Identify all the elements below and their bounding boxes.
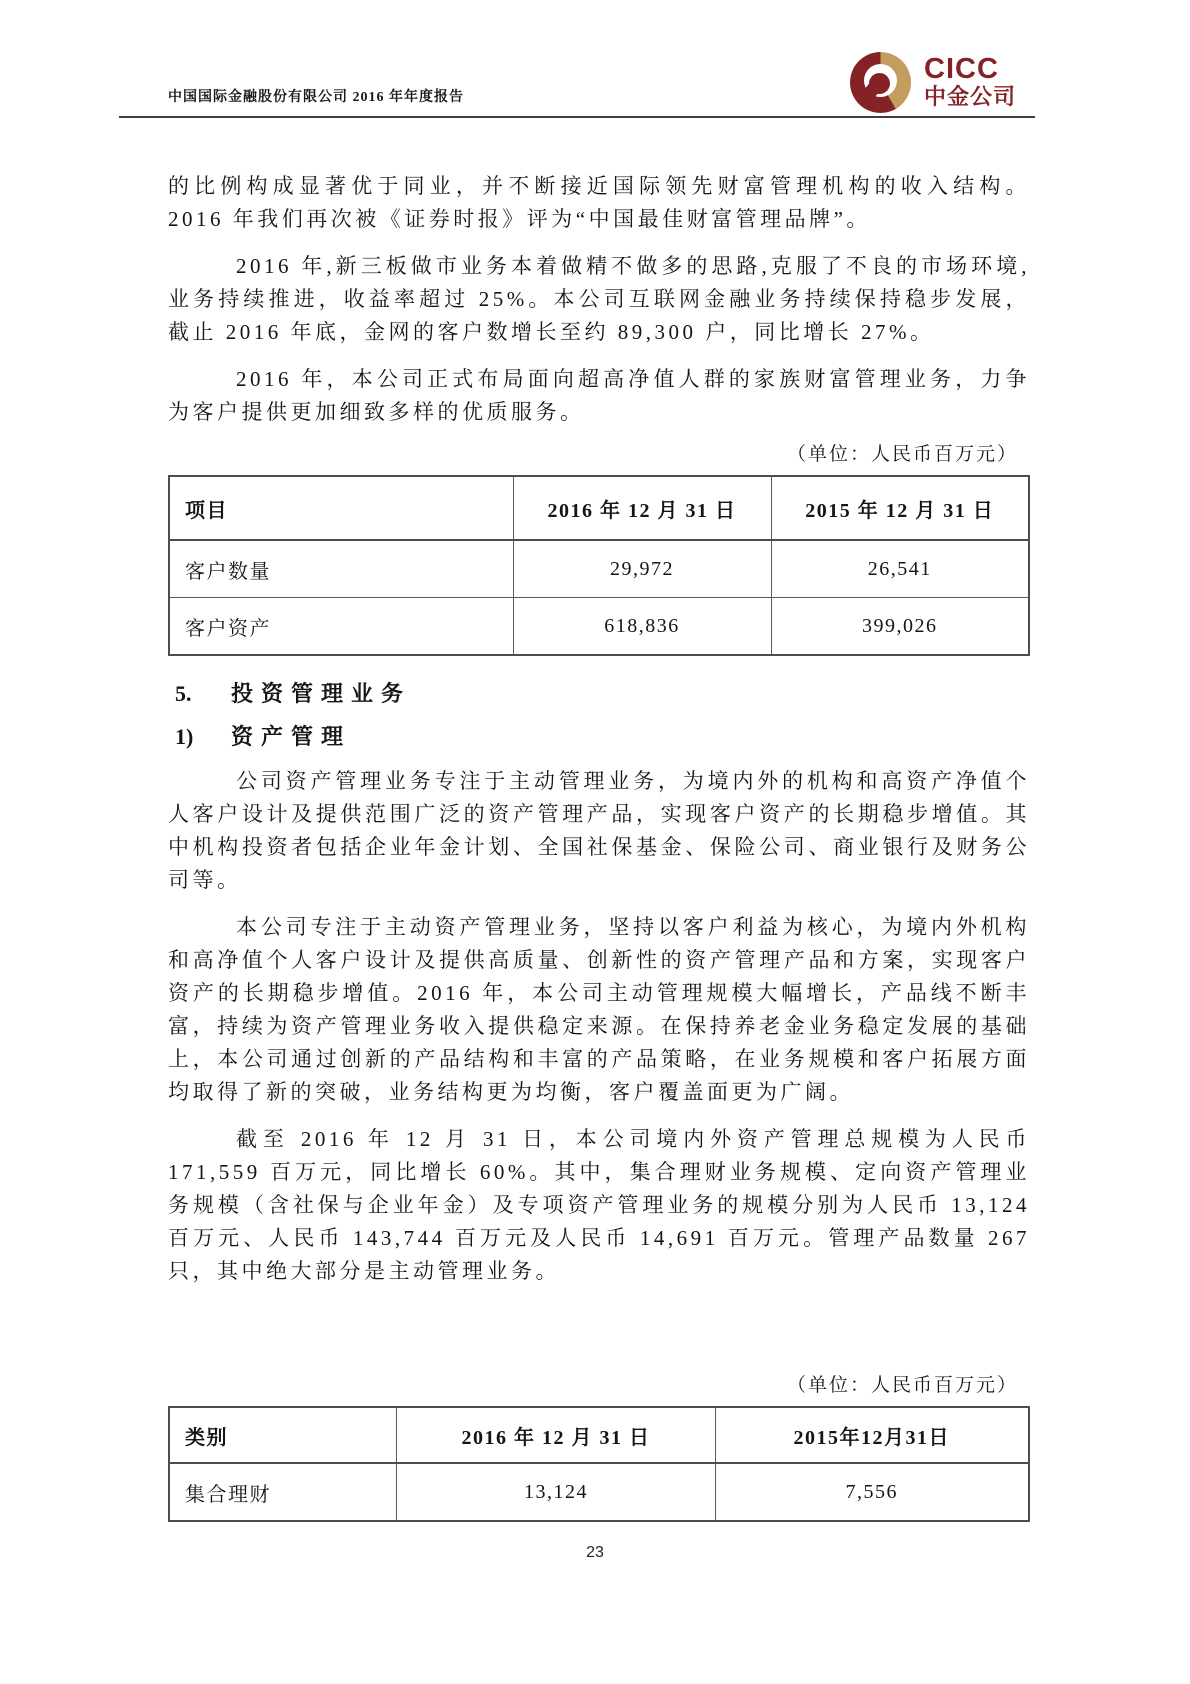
cicc-logo-icon	[850, 52, 911, 113]
logo-text-cn: 中金公司	[924, 84, 1017, 110]
table-cell: 618,836	[513, 598, 771, 656]
logo-text-en: CICC	[924, 53, 999, 86]
paragraph-neeq-market-making: 2016 年,新三板做市业务本着做精不做多的思路,克服了不良的市场环境,业务持续推进，收益率超过 25%。本公司互联网金融业务持续保持稳步发展，截止 2016 年底，金网的客户数增长至约 89,300 户，同比增长 27%。	[168, 254, 1030, 344]
table-cell: 13,124	[397, 1463, 715, 1521]
table-cell: 399,026	[771, 598, 1029, 656]
table-cell: 7,556	[715, 1463, 1029, 1521]
section-heading-investment-management	[168, 680, 1030, 708]
asset-category-table	[168, 1406, 1030, 1522]
table-header-row	[169, 1407, 1029, 1463]
table-header-cell: 项目	[169, 476, 513, 540]
client-stats-table	[168, 475, 1030, 656]
cicc-logo	[850, 52, 1016, 113]
paragraph-wealth-structure: 的比例构成显著优于同业，并不断接近国际领先财富管理机构的收入结构。2016 年我们再次被《证券时报》评为“中国最佳财富管理品牌”。	[168, 174, 1030, 231]
table-header-cell: 2015 年 12 月 31 日	[771, 476, 1029, 540]
table-row	[169, 540, 1029, 598]
subsection-title: 资产管理	[231, 724, 352, 749]
table-cell: 客户资产	[169, 598, 513, 656]
paragraph-active-management: 本公司专注于主动资产管理业务，坚持以客户利益为核心，为境内外机构和高净值个人客户设计及提供高质量、创新性的资产管理产品和方案，实现客户资产的长期稳步增值。2016 年，本公司主动管理规模大幅增长，产品线不断丰富，持续为资产管理业务收入提供稳定来源。在保持养老金业务稳定发展的基础上，本公司通过创新的产品结构和丰富的产品策略，在业务规模和客户拓展方面均取得了新的突破，业务结构更为均衡，客户覆盖面更为广阔。	[168, 915, 1030, 1104]
table-header-row	[169, 476, 1029, 540]
paragraph-asset-management-overview: 公司资产管理业务专注于主动管理业务，为境内外的机构和高资产净值个人客户设计及提供范围广泛的资产管理产品，实现客户资产的长期稳步增值。其中机构投资者包括企业年金计划、全国社保基金、保险公司、商业银行及财务公司等。	[168, 769, 1030, 892]
subsection-number: 1)	[175, 724, 194, 749]
table-header-cell: 2016 年 12 月 31 日	[397, 1407, 715, 1463]
table-cell: 29,972	[513, 540, 771, 598]
table-header-cell: 2015年12月31日	[715, 1407, 1029, 1463]
paragraph-aum-figures: 截至 2016 年 12 月 31 日，本公司境内外资产管理总规模为人民币 171,559 百万元，同比增长 60%。其中，集合理财业务规模、定向资产管理业务规模（含社保与企业年金）及专项资产管理业务的规模分别为人民币 13,124 百万元、人民币 143,744 百万元及人民币 14,691 百万元。管理产品数量 267 只，其中绝大部分是主动管理业务。	[168, 1127, 1030, 1283]
logo-text	[924, 55, 1016, 109]
table-cell: 客户数量	[169, 540, 513, 598]
unit-note-table1: （单位：人民币百万元）	[786, 444, 1018, 465]
report-header-title: 中国国际金融股份有限公司 2016 年年度报告	[168, 90, 464, 105]
table-cell: 26,541	[771, 540, 1029, 598]
table-cell: 集合理财	[169, 1463, 397, 1521]
table-row	[169, 1463, 1029, 1521]
subsection-heading-asset-management	[168, 723, 1030, 751]
paragraph-family-wealth: 2016 年，本公司正式布局面向超高净值人群的家族财富管理业务，力争为客户提供更加细致多样的优质服务。	[168, 367, 1030, 424]
table-row	[169, 598, 1029, 656]
header-divider	[119, 116, 1035, 118]
table-header-cell: 2016 年 12 月 31 日	[513, 476, 771, 540]
section-title: 投资管理业务	[231, 681, 412, 706]
page-content	[168, 150, 1030, 1522]
section-number: 5.	[175, 681, 192, 706]
unit-note-table2: （单位：人民币百万元）	[786, 1375, 1018, 1396]
page-number: 23	[586, 1544, 604, 1561]
table-header-cell: 类别	[169, 1407, 397, 1463]
